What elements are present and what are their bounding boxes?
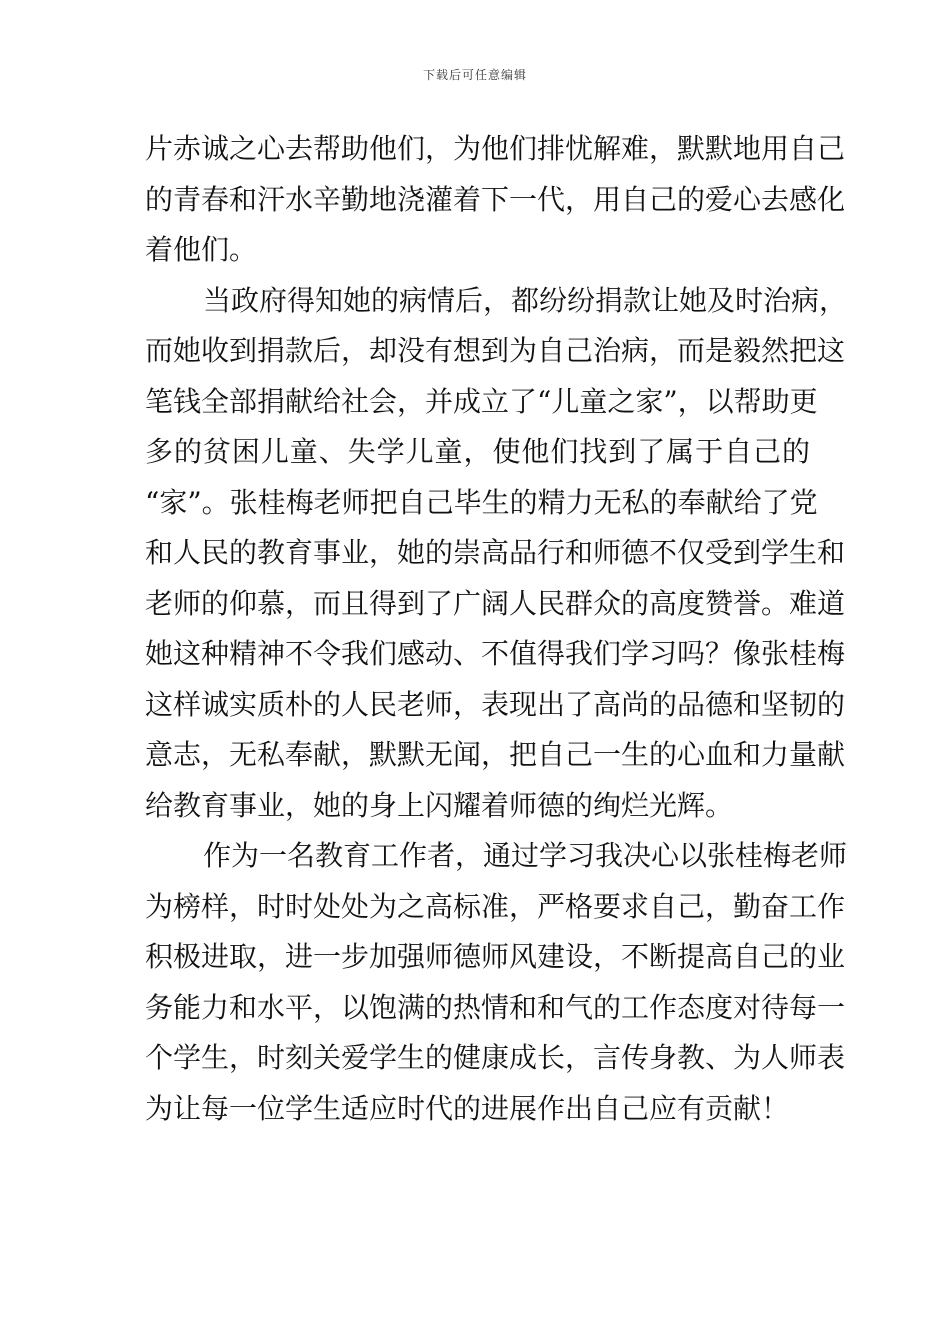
document-body [145,124,848,1134]
text-line: 意志，无私奉献，默默无闻，把自己一生的心血和力量献 [145,738,846,771]
text-line: 老师的仰慕，而且得到了广阔人民群众的高度赞誉。难道 [145,586,846,620]
page-header: 下载后可任意编辑 [422,68,527,82]
text-line: 务能力和水平，以饱满的热情和和气的工作态度对待每一 [145,990,846,1024]
text-line: “家”。张桂梅老师把自己毕生的精力无私的奉献给了党 [145,485,818,519]
text-line: 给教育事业，她的身上闪耀着师德的绚烂光辉。 [145,788,734,822]
text-line: 和人民的教育事业，她的崇高品行和师德不仅受到学生和 [145,536,846,569]
text-line: 多的贫困儿童、失学儿童，使他们找到了属于自己的 [145,435,810,468]
text-line: 作为一名教育工作者，通过学习我决心以张桂梅老师 [203,839,848,872]
text-line: 为榜样，时时处处为之高标准，严格要求自己，勤奋工作 [145,889,846,923]
text-line: 片赤诚之心去帮助他们，为他们排忧解难，默默地用自己 [145,132,846,165]
text-line: 积极进取，进一步加强师德师风建设，不断提高自己的业 [145,940,846,973]
text-line: 个学生，时刻关爱学生的健康成长，言传身教、为人师表 [145,1041,846,1074]
paragraph-2 [145,276,848,832]
text-line: 着他们。 [145,233,258,266]
text-line: 当政府得知她的病情后，都纷纷捐款让她及时治病， [203,283,848,317]
text-line: 的青春和汗水辛勤地浇灌着下一代，用自己的爱心去感化 [145,182,846,216]
text-line: 这样诚实质朴的人民老师，表现出了高尚的品德和坚韧的 [145,687,846,721]
paragraph-3 [145,831,848,1134]
text-line: 为让每一位学生适应时代的进展作出自己应有贡献！ [145,1091,790,1125]
text-line: 她这种精神不令我们感动、不值得我们学习吗？像张桂梅 [145,637,846,670]
text-line: 笔钱全部捐献给社会，并成立了“儿童之家”，以帮助更 [145,384,818,418]
paragraph-1 [145,124,846,276]
text-line: 而她收到捐款后，却没有想到为自己治病，而是毅然把这 [145,334,846,367]
